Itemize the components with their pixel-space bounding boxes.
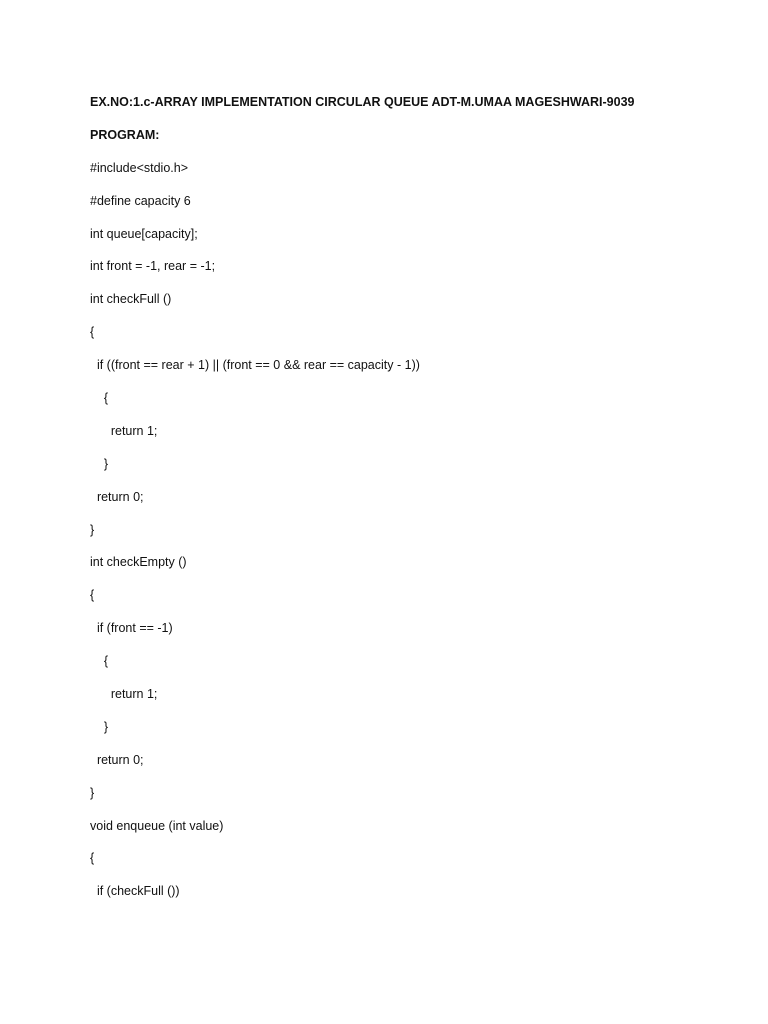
code-line: return 0;	[90, 752, 144, 767]
code-line: return 1;	[90, 687, 158, 702]
code-line: {	[90, 654, 109, 669]
document-title: EX.NO:1.c-ARRAY IMPLEMENTATION CIRCULAR QUEUE ADT-M.UMAA MAGESHWARI-9039	[90, 95, 635, 109]
code-line: }	[90, 719, 109, 734]
code-listing	[90, 160, 730, 916]
section-heading: PROGRAM:	[90, 127, 160, 142]
code-line: }	[90, 785, 95, 800]
code-line: }	[90, 522, 95, 537]
code-line: #include<stdio.h>	[90, 160, 188, 175]
code-line: {	[90, 851, 95, 866]
code-line: int checkFull ()	[90, 292, 172, 307]
code-line: int queue[capacity];	[90, 226, 198, 241]
code-line: int checkEmpty ()	[90, 555, 187, 570]
document-body	[90, 94, 730, 916]
code-line: }	[90, 456, 109, 471]
code-line: return 0;	[90, 489, 144, 504]
code-line: {	[90, 588, 95, 603]
code-line: {	[90, 325, 95, 340]
code-line: int front = -1, rear = -1;	[90, 259, 216, 274]
code-line: if (front == -1)	[90, 621, 173, 636]
code-line: if ((front == rear + 1) || (front == 0 && rear == capacity - 1))	[90, 358, 420, 373]
code-line: {	[90, 391, 109, 406]
code-line: return 1;	[90, 423, 158, 438]
code-line: void enqueue (int value)	[90, 818, 224, 833]
code-line: if (checkFull ())	[90, 884, 180, 899]
code-line: #define capacity 6	[90, 193, 191, 208]
